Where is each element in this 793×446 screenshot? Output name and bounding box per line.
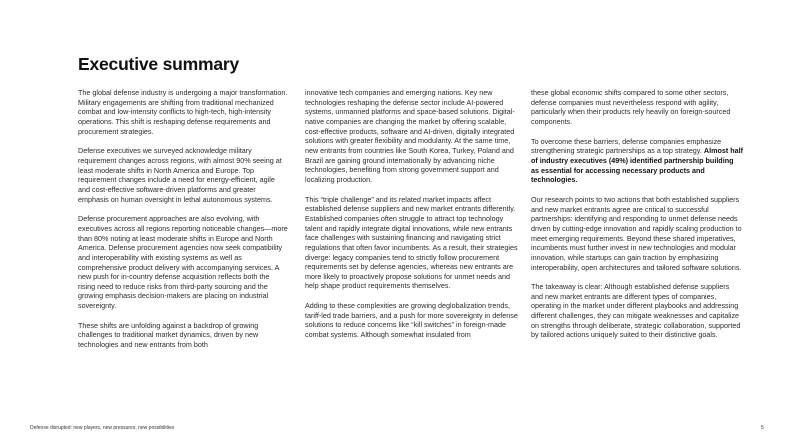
paragraph-text: To overcome these barriers, defense companies emphasize strengthening strategic partnerships as a top strategy. <box>531 136 722 156</box>
paragraph: Defense executives we surveyed acknowledge military requirement changes across regions, with almost 90% seeing at least moderate shifts in North America and Europe. Top requirement changes include a need for energy-efficient, agile and cost-effective software-driven platforms and greater emphasis on human oversight in lethal autonomous systems. <box>78 146 282 204</box>
highlight-text: Almost half of industry executives (49%) identified partnership building as essential for accessing necessary products and technologies. <box>531 146 744 185</box>
paragraph: The global defense industry is undergoing a major transformation. Military engagements are shifting from traditional mechanized combat and low-intensity conflicts to high-tech, high-intensity operations. This shift is reshaping defense requirements and procurement strategies. <box>78 88 288 136</box>
text-column-3 <box>531 88 743 350</box>
paragraph: This “triple challenge” and its related market impacts affect established defense suppliers and new market entrants differently. Established companies often struggle to attract top technology talent and rapidly integrate digital innovations, while new entrants face challenges with sustaining financing and navigating strict regulations that often favor incumbents. As a result, their strategies diverge: legacy companies tend to strictly follow procurement requirements set by defense agencies, whereas new entrants are more likely to proactively propose solutions for unmet needs and help shape product requirements themselves. <box>305 194 518 291</box>
text-column-1 <box>78 88 288 360</box>
footer-title: Defense disrupted: new players, new pressures, new possibilities <box>30 425 175 431</box>
text-column-2 <box>305 88 519 350</box>
page-number: 5 <box>761 425 764 431</box>
paragraph: These shifts are unfolding against a backdrop of growing challenges to traditional market dynamics, driven by new technologies and new entrants from both <box>78 320 259 350</box>
paragraph-with-highlight <box>531 137 743 185</box>
paragraph: these global economic shifts compared to some other sectors, defense companies must nevertheless respond with agility, particularly when their products rely heavily on foreign-sourced components. <box>531 88 731 126</box>
page-title: Executive summary <box>78 54 239 74</box>
paragraph: Defense procurement approaches are also evolving, with executives across all regions reporting noticeable changes—more than 80% noting at least moderate shifts in Europe and North America. Defense procurement agencies now seek compatibility and interoperability with existing systems as well as comprehensive product delivery with accompanying services. A new push for in-country defense acquisition reflects both the rising need to reduce risks from third-party sourcing and the growing emphasis decision-makers are placing on industrial sovereignty. <box>78 214 288 311</box>
paragraph: Adding to these complexities are growing deglobalization trends, tariff-led trade barriers, and a push for more sovereignty in defense solutions to reduce concerns like “kill switches” in foreign-made combat systems. Although somewhat insulated from <box>305 301 518 340</box>
paragraph: Our research points to two actions that both established suppliers and new market entrants agree are critical to successful partnerships: identifying and responding to unmet defense needs driven by cutting-edge innovation and rapidly scaling production to meet emerging requirements. Beyond these shared imperatives, incumbents must further invest in new technologies and modular innovation, while startups can gain traction by emphasizing interoperability, open architectures and tailored software solutions. <box>531 194 742 272</box>
paragraph: innovative tech companies and emerging nations. Key new technologies reshaping the defense sector include AI-powered systems, unmanned platforms and space-based solutions. Digital-native companies are changing the market by offering scalable, cost-effective products, software and AI-driven, digitally integrated solutions with greater flexibility and modularity. At the same time, new entrants from countries like South Korea, Turkey, Poland and Brazil are gaining ground internationally by advancing niche technologies, benefiting from strong government support and localizing production. <box>305 88 515 184</box>
paragraph: The takeaway is clear: Although established defense suppliers and new market entrants are different types of companies, operating in the market under different playbooks and addressing different challenges, they can mitigate weaknesses and capitalize on strengths through deliberate, strategic collaboration, supported by tailored actions uniquely suited to their distinctive goals. <box>531 282 741 340</box>
